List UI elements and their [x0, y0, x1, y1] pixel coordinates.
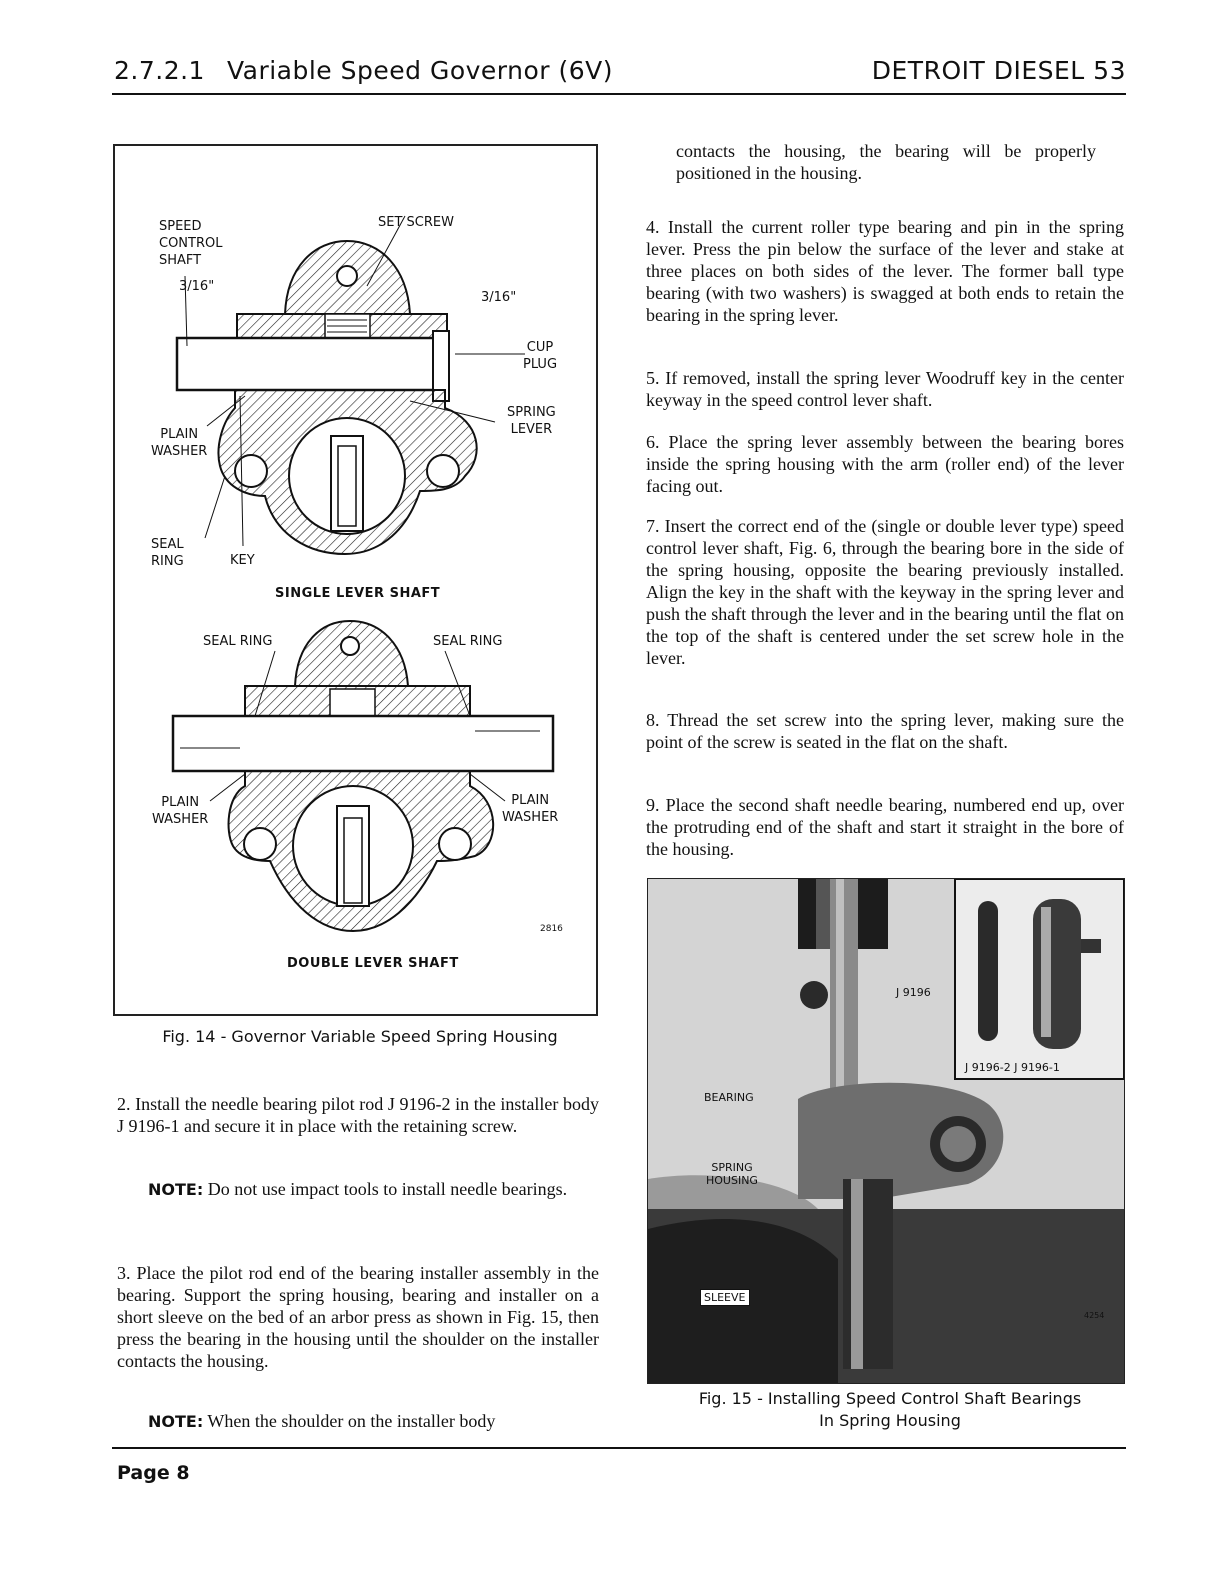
label-seal-ring-right: SEAL RING [433, 634, 503, 649]
label-cup-plug: CUP PLUG [523, 340, 558, 372]
note-1-label: NOTE: [148, 1180, 204, 1199]
figure-15-photo [647, 878, 1125, 1384]
label-seal-ring-single: SEAL RING [151, 537, 184, 569]
note-2-label: NOTE: [148, 1412, 204, 1431]
label-dimension-left: 3/16" [179, 279, 215, 294]
label-sleeve: SLEEVE [700, 1289, 750, 1306]
double-lever-shaft-drawing [173, 621, 553, 931]
label-plain-washer-right: PLAIN WASHER [502, 793, 559, 825]
label-seal-ring-left: SEAL RING [203, 634, 273, 649]
note-2-text: When the shoulder on the installer body [207, 1411, 496, 1431]
figure-15-reference-number: 4254 [1084, 1311, 1105, 1320]
label-plain-washer-single: PLAIN WASHER [151, 427, 208, 459]
label-set-screw: SET SCREW [378, 215, 454, 230]
footer-rule [112, 1447, 1126, 1449]
subcaption-double-lever: DOUBLE LEVER SHAFT [287, 956, 459, 971]
step-5-paragraph: 5. If removed, install the spring lever Woodruff key in the center keyway in the speed control lever shaft. [646, 368, 1124, 410]
label-bearing: BEARING [704, 1091, 754, 1104]
arbor-press-photo-illustration [648, 879, 1124, 1383]
step-4-paragraph: 4. Install the current roller type bearing and pin in the spring lever. Press the pin below the surface of the lever and stake at three places on both sides of the lever. The former ball type bearing (with two washers) is swagged at both ends to retain the bearing in the spring lever. [646, 217, 1124, 325]
single-lever-shaft-drawing [177, 216, 525, 554]
section-title: Variable Speed Governor (6V) [226, 56, 614, 85]
label-key: KEY [230, 553, 255, 568]
header-rule [112, 93, 1126, 95]
step-6-paragraph: 6. Place the spring lever assembly between the bearing bores inside the spring housing with the arm (roller end) of the lever facing out. [646, 432, 1124, 496]
page-number: Page 8 [117, 1462, 190, 1484]
step-8-paragraph: 8. Thread the set screw into the spring lever, making sure the point of the screw is seated in the flat on the shaft. [646, 710, 1124, 752]
figure-14-reference-number: 2816 [540, 924, 563, 934]
step-7-paragraph: 7. Insert the correct end of the (single or double lever type) speed control lever shaft, Fig. 6, through the bearing bore in the side of the spring housing, opposite the bearing previously installed. Align the key in the shaft with the keyway in the spring lever and push the shaft through the lever and in the bearing until the flat on the top of the shaft is centered under the set screw hole in the lever. [646, 516, 1124, 668]
step-3-paragraph: 3. Place the pilot rod end of the bearing installer assembly in the bearing. Support the spring housing, bearing and installer on a short sleeve on the bed of an arbor press as shown in Fig. 15, then press the bearing in the housing until the shoulder on the installer contacts the housing. [117, 1263, 599, 1371]
subcaption-single-lever: SINGLE LEVER SHAFT [275, 586, 441, 601]
note-2 [148, 1410, 598, 1433]
label-j9196-parts: J 9196-2 J 9196-1 [965, 1061, 1060, 1074]
label-j9196: J 9196 [896, 986, 931, 999]
continuation-paragraph: contacts the housing, the bearing will be properly positioned in the housing. [676, 141, 1096, 183]
figure-15-caption: Fig. 15 - Installing Speed Control Shaft Bearings In Spring Housing [698, 1389, 1082, 1430]
label-spring-housing: SPRING HOUSING [706, 1161, 758, 1187]
figure-14-frame [113, 144, 598, 1016]
note-1-text: Do not use impact tools to install needle bearings. [207, 1179, 568, 1199]
page-header-title [114, 56, 613, 85]
step-2-paragraph: 2. Install the needle bearing pilot rod J 9196-2 in the installer body J 9196-1 and secure it in place with the retaining screw. [117, 1094, 599, 1136]
figure-14-caption: Fig. 14 - Governor Variable Speed Spring Housing [162, 1027, 558, 1046]
note-1 [148, 1178, 588, 1201]
label-speed-control-shaft: SPEED CONTROL SHAFT [159, 219, 223, 268]
section-number: 2.7.2.1 [114, 56, 205, 85]
manual-title: DETROIT DIESEL 53 [871, 56, 1126, 85]
label-dimension-right: 3/16" [481, 290, 517, 305]
label-spring-lever: SPRING LEVER [507, 405, 556, 437]
governor-drawing [115, 146, 596, 1014]
step-9-paragraph: 9. Place the second shaft needle bearing, numbered end up, over the protruding end of the shaft and start it straight in the bore of the housing. [646, 795, 1124, 859]
label-plain-washer-left: PLAIN WASHER [152, 795, 209, 827]
